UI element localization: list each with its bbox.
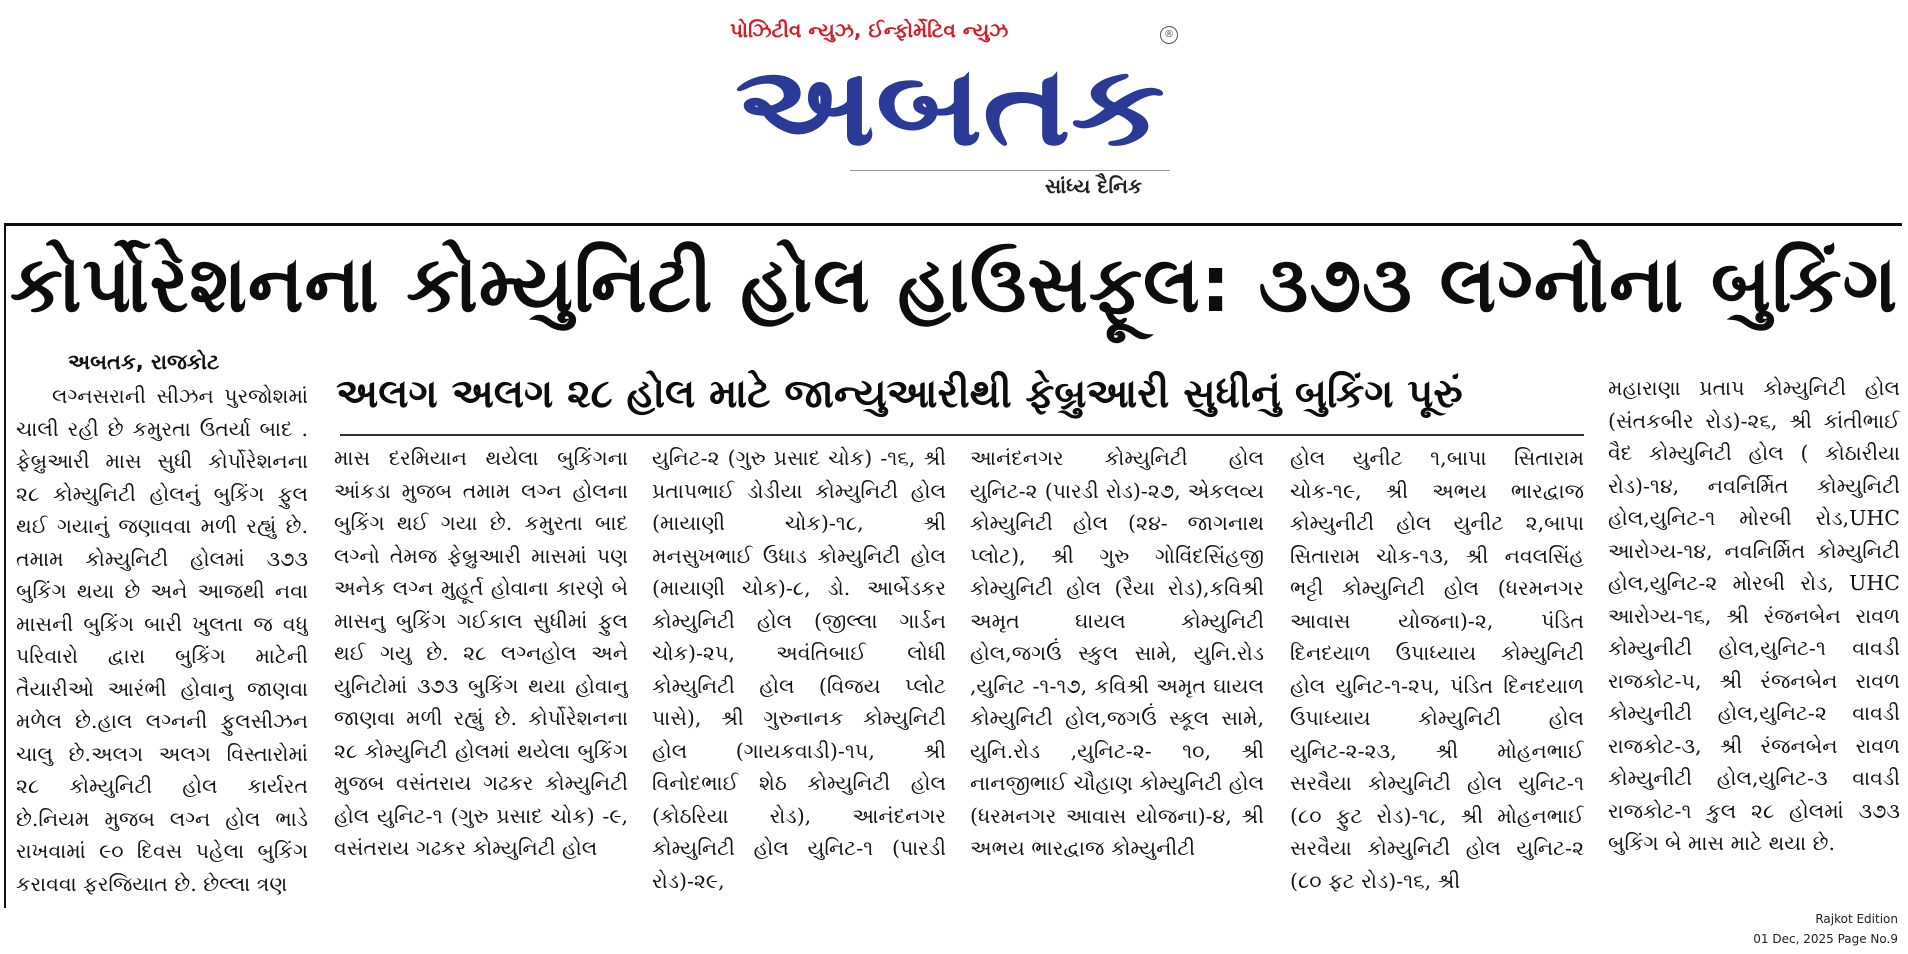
column-text: માસ દરમિયાન થયેલા બુકિંગના આંકડા મુજબ તમામ લગ્ન હોલના બુકિંગ થઈ ગયા છે. કમુરતા બાદ લગ્નો તેમજ ફેબ્રુઆરી માસમાં પણ અનેક લગ્ન મુહૂર્ત હોવાના કારણે બે માસનુ બુકિંગ ગઈકાલ સુધીમાં ફુલ થઈ ગયુ છે. ૨૮ લગ્નહોલ અને યુનિટોમાં ૩૭૩ બુકિંગ થયા હોવાનુ જાણવા મળી રહ્યું છે. કોર્પોરેશનના ૨૮ કોમ્યુનિટી હોલમાં થયેલા બુકિંગ મુજબ વસંતરાય ગઢકર કોમ્યુનિટી હોલ યુનિટ-૧ (ગુરુ પ્રસાદ ચોક) -૯, વસંતરાય ગઢકર કોમ્યુનિટી હોલ	[334, 446, 628, 860]
article-column-4	[970, 442, 1264, 908]
abtak-logo	[730, 44, 1170, 162]
article-column-1	[16, 380, 308, 908]
column-text: યુનિટ-૨ (ગુરુ પ્રસાદ ચોક) -૧૬, શ્રી પ્રતાપભાઈ ડોડીયા કોમ્યુનિટી હોલ (માયાણી ચોક)-૧૮, શ્રી મનસુખભાઈ ઉધાડ કોમ્યુનિટી હોલ (માયાણી ચોક)-૮, ડો. આર્બેડકર કોમ્યુનિટી હોલ (જીલ્લા ગાર્ડન ચોક)-૨૫, અવંતિબાઈ લોધી કોમ્યુનિટી હોલ (વિજય પ્લોટ પાસે), શ્રી ગુરુનાનક કોમ્યુનિટી હોલ (ગાયકવાડી)-૧૫, શ્રી વિનોદભાઈ શેઠ કોમ્યુનિટી હોલ (કોઠરિયા રોડ), આનંદનગર કોમ્યુનિટી હોલ યુનિટ-૧ (પારડી રોડ)-૨૯,	[652, 446, 946, 893]
column-text: આનંદનગર કોમ્યુનિટી હોલ યુનિટ-૨ (પારડી રોડ)-૨૭, એકલવ્ય કોમ્યુનિટી હોલ (૨૪- જાગનાથ પ્લોટ), શ્રી ગુરુ ગોવિંદસિંહજી કોમ્યુનિટી હોલ (રૈયા રોડ),કવિશ્રી અમૃત ઘાયલ કોમ્યુનિટી હોલ,જગઉં સ્કુલ સામે, યુનિ.રોડ ,યુનિટ -૧-૧૭, કવિશ્રી અમૃત ઘાયલ કોમ્યુનિટી હોલ,જગઉં સ્કૂલ સામે, યુનિ.રોડ ,યુનિટ-૨- ૧૦, શ્રી નાનજીભાઈ ચૌહાણ કોમ્યુનિટી હોલ (ધરમનગર આવાસ યોજના)-૪, શ્રી અભય ભારદ્વાજ કોમ્યુનીટી	[970, 446, 1264, 860]
article-column-6	[1608, 372, 1900, 908]
edition-label: Rajkot Edition	[1815, 912, 1898, 926]
article-frame-top	[4, 223, 1902, 226]
logo-rule	[850, 170, 1170, 171]
masthead-tagline: પોઝિટીવ ન્યુઝ, ઈન્ફોર્મેટિવ ન્યુઝ	[730, 18, 1009, 42]
column-text: મહારાણા પ્રતાપ કોમ્યુનિટી હોલ (સંતકબીર રોડ)-૨૬, શ્રી કાંતીભાઈ વૈદ કોમ્યુનિટી હોલ ( કોઠારીયા રોડ)-૧૪, નવનિર્મિત કોમ્યુનિટી હોલ,યુનિટ-૧ મોરબી રોડ,UHC આરોગ્ય-૧૪, નવનિર્મિત કોમ્યુનિટી હોલ,યુનિટ-૨ મોરબી રોડ, UHC આરોગ્ય-૧૬, શ્રી રંજનબેન રાવળ કોમ્યુનીટી હોલ,યુનિટ-૧ વાવડી રાજકોટ-૫, શ્રી રંજનબેન રાવળ કોમ્યુનીટી હોલ,યુનિટ-૨ વાવડી રાજકોટ-૩, શ્રી રંજનબેન રાવળ કોમ્યુનીટી હોલ,યુનિટ-૩ વાવડી રાજકોટ-૧ કુલ ૨૮ હોલમાં ૩૭૩ બુકિંગ બે માસ માટે થયા છે.	[1608, 376, 1900, 855]
logo-text: અબતક	[735, 44, 1165, 162]
masthead	[0, 0, 1908, 210]
date-page-label: 01 Dec, 2025 Page No.9	[1753, 932, 1898, 946]
registered-mark: ®	[1160, 26, 1178, 44]
subheadline-rule	[340, 434, 1584, 436]
article-column-5	[1290, 442, 1584, 908]
article-frame-left	[4, 223, 6, 908]
article-column-2	[334, 442, 628, 908]
column-text: લગ્નસરાની સીઝન પુરજોશમાં ચાલી રહી છે કમુરતા ઉતર્યા બાદ . ફેબ્રુઆરી માસ સુધી કોર્પોરેશનના ૨૮ કોમ્યુનિટી હોલનું બુકિંગ ફુલ થઈ ગયાનું જણાવવા મળી રહ્યું છે. તમામ કોમ્યુનિટી હોલમાં ૩૭૩ બુકિંગ થયા છે અને આજથી નવા માસની બુકિંગ બારી ખુલતા જ વધુ પરિવારો દ્વારા બુકિંગ માટેની તૈયારીઓ આરંભી હોવાનુ જાણવા મળેલ છે.હાલ લગ્નની ફુલસીઝન ચાલુ છે.અલગ અલગ વિસ્તારોમાં ૨૮ કોમ્યુનિટી હોલ કાર્યરત છે.નિયમ મુજબ લગ્ન હોલ ભાડે રાખવામાં ૯૦ દિવસ પહેલા બુકિંગ કરાવવા ફરજિયાત છે. છેલ્લા ત્રણ	[16, 384, 308, 896]
article-column-3	[652, 442, 946, 908]
subheadline: અલગ અલગ ૨૮ હોલ માટે જાન્યુઆરીથી ફેબ્રુઆરી સુધીનું બુકિંગ પૂરું	[336, 371, 1463, 417]
headline: કોર્પોરેશનના કોમ્યુનિટી હોલ હાઉસફૂલ: ૩૭૩ લગ્નોના બુકિંગ	[10, 240, 1899, 330]
column-text: હોલ યુનીટ ૧,બાપા સિતારામ ચોક-૧૯, શ્રી અભય ભારદ્વાજ કોમ્યુનીટી હોલ યુનીટ ૨,બાપા સિતારામ ચોક-૧૩, શ્રી નવલસિંહ ભટ્ટી કોમ્યુનિટી હોલ (ધરમનગર આવાસ યોજના)-૨, પંડિત દિનદયાળ ઉપાધ્યાય કોમ્યુનિટી હોલ યુનિટ-૧-૨૫, પંડિત દિનદયાળ ઉપાધ્યાય કોમ્યુનિટી હોલ યુનિટ-૨-૨૩, શ્રી મોહનભાઈ સરવૈયા કોમ્યુનિટી હોલ યુનિટ-૧ (૮૦ ફુટ રોડ)-૧૮, શ્રી મોહનભાઈ સરવૈયા કોમ્યુનિટી હોલ યુનિટ-૨ (૮૦ ફટ રોડ)-૧૬, શ્રી	[1290, 446, 1584, 893]
dateline: અબતક, રાજકોટ	[68, 350, 220, 374]
sub-brand: સાંધ્ય દૈનિક	[1045, 174, 1143, 198]
